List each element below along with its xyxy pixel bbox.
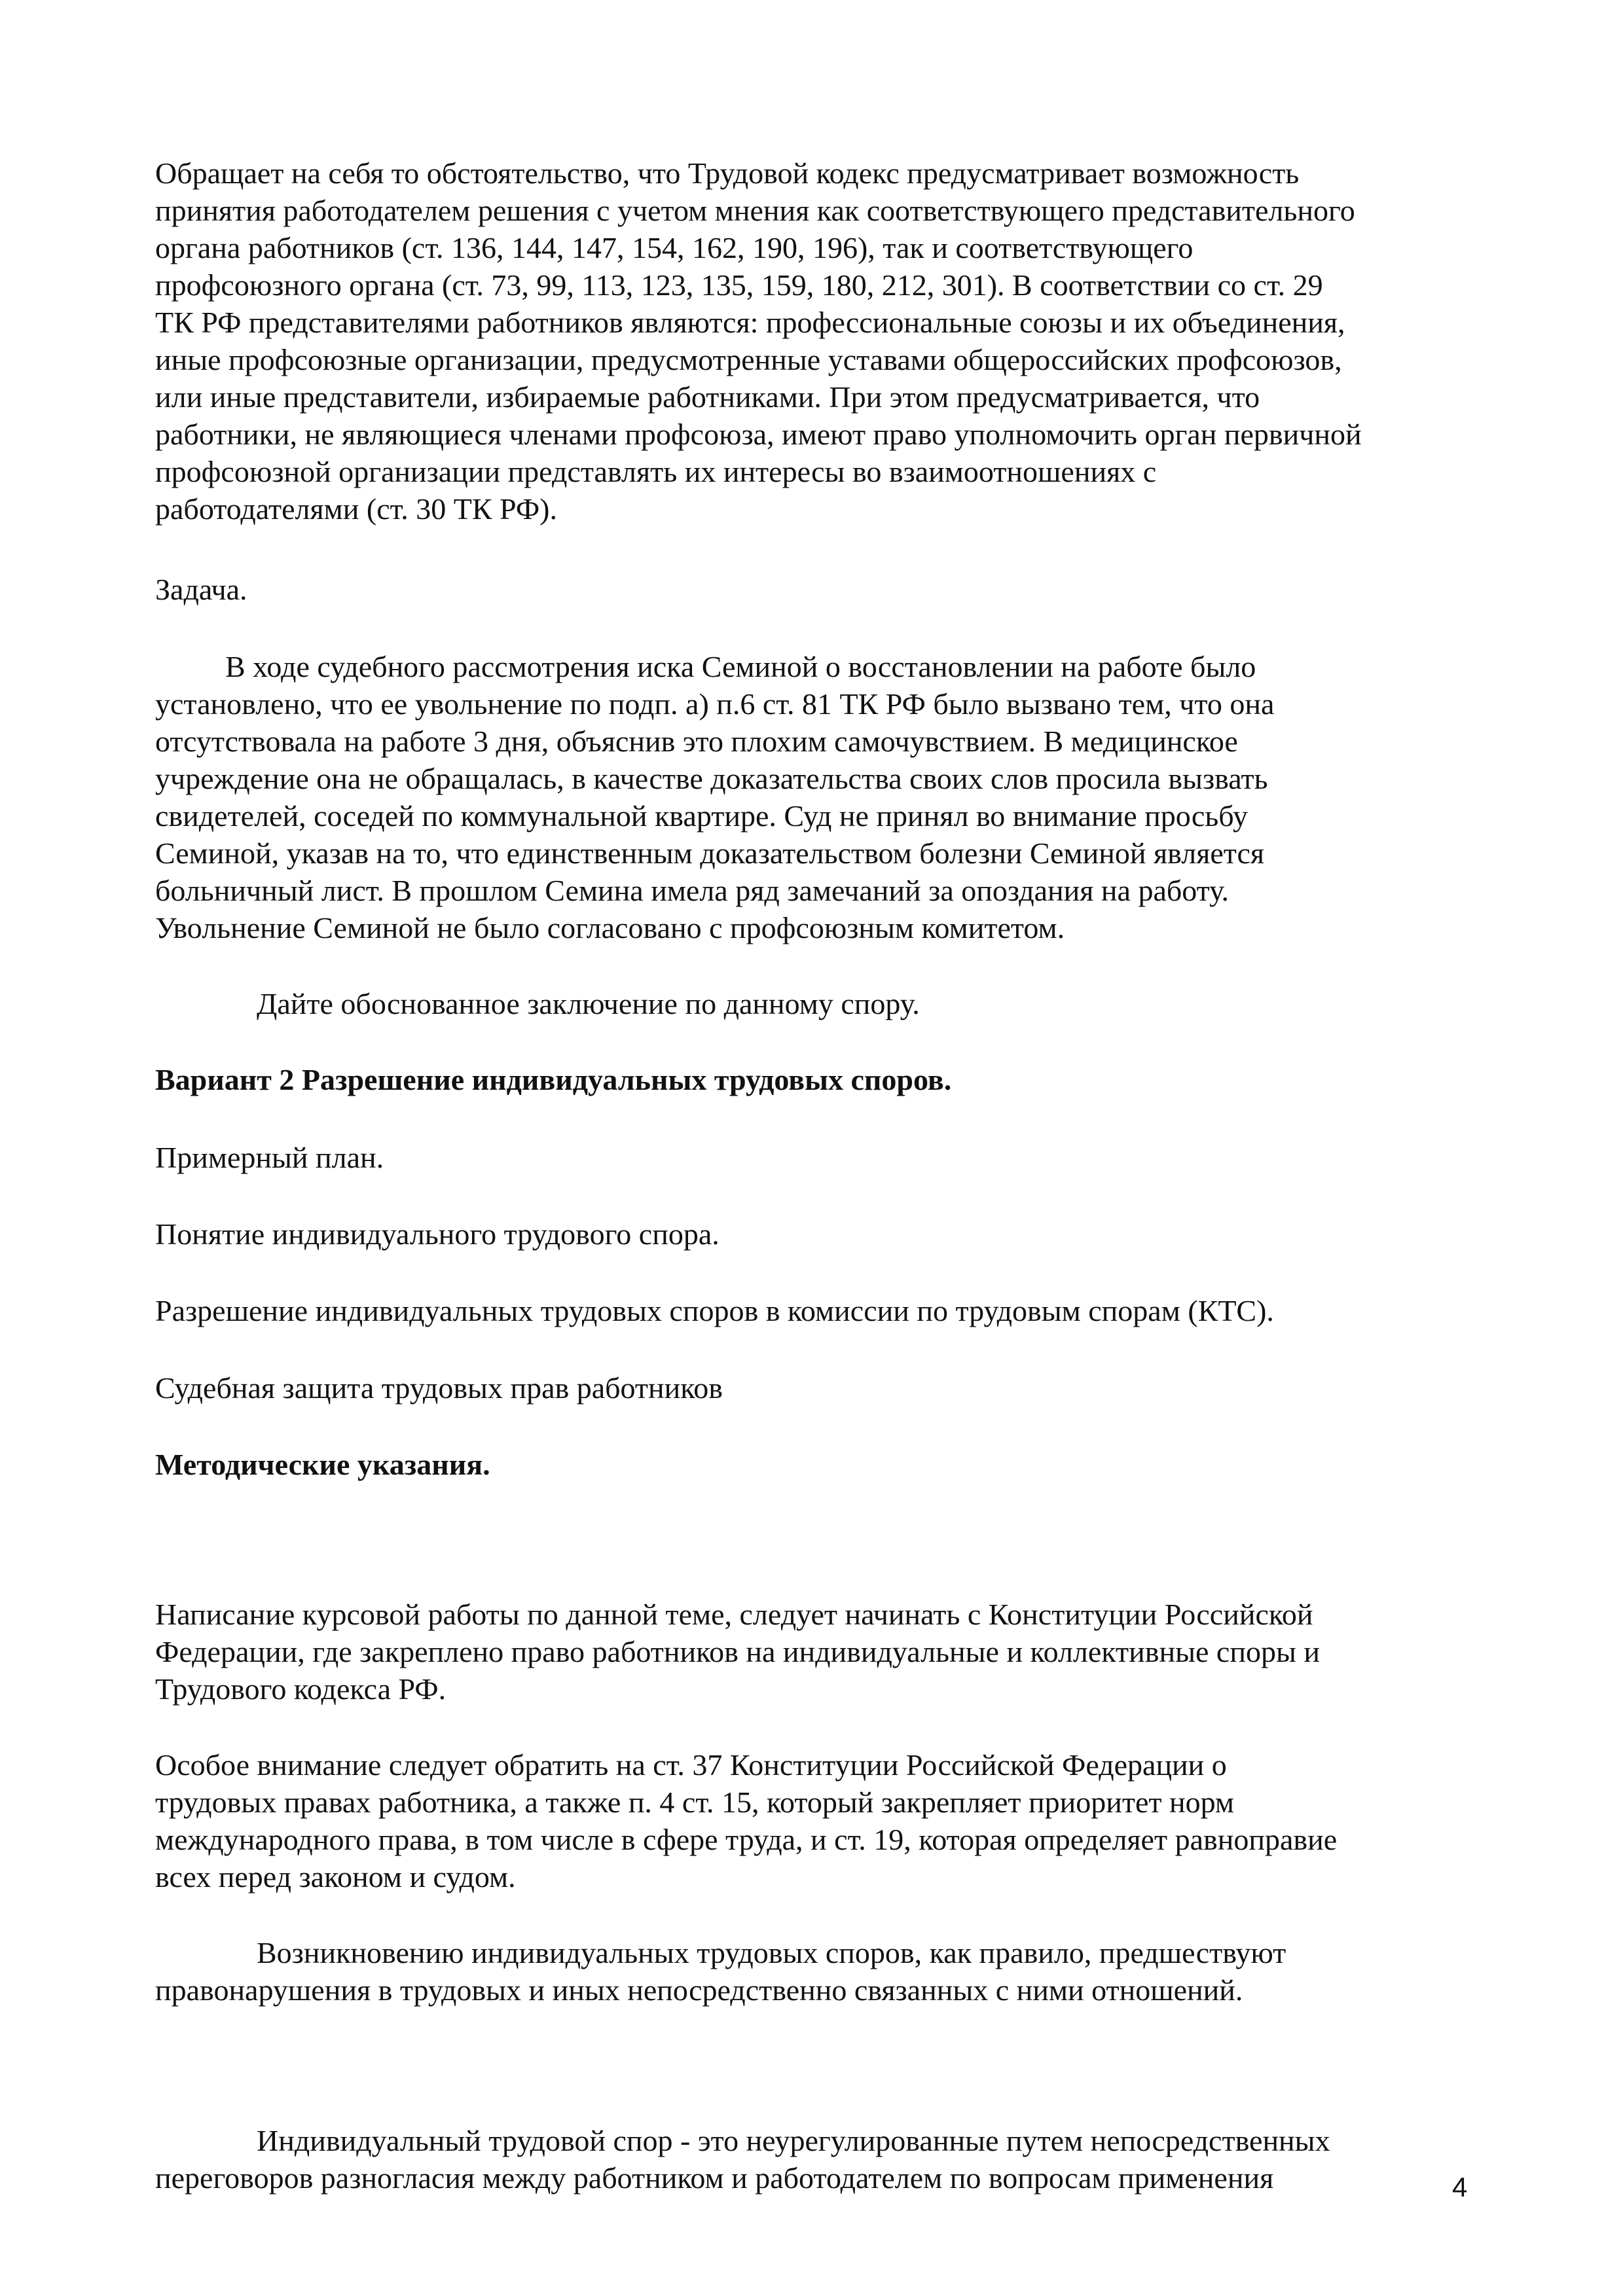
- methodical-heading: [155, 1446, 1484, 1483]
- text-line: Судебная защита трудовых прав работников: [155, 1371, 723, 1405]
- text-line: Разрешение индивидуальных трудовых споров в комиссии по трудовым спорам (КТС).: [155, 1294, 1274, 1327]
- text-line: Понятие индивидуального трудового спора.: [155, 1217, 720, 1251]
- section-heading-variant-2: [155, 1061, 1484, 1098]
- paragraph-article-37: [155, 1746, 1484, 1895]
- text-line: ТК РФ представителями работников являются: профессиональные союзы и их объединения,: [155, 306, 1345, 339]
- text-line: принятия работодателем решения с учетом мнения как соответствующего представительного: [155, 194, 1355, 227]
- text-line: органа работников (ст. 136, 144, 147, 154, 162, 190, 196), так и соответствующего: [155, 231, 1194, 264]
- plan-item: [155, 1215, 1484, 1253]
- text-line: Методические указания.: [155, 1448, 490, 1481]
- text-line: Увольнение Семиной не было согласовано с профсоюзным комитетом.: [155, 911, 1065, 944]
- task-heading: [155, 571, 1484, 608]
- text-line: Дайте обоснованное заключение по данному спору.: [257, 987, 920, 1020]
- text-line: или иные представители, избираемые работниками. При этом предусматривается, что: [155, 380, 1260, 414]
- plan-heading: [155, 1139, 1484, 1176]
- plan-item: [155, 1292, 1484, 1329]
- text-line: учреждение она не обращалась, в качестве доказательства своих слов просила вызвать: [155, 762, 1268, 795]
- paragraph-disputes-origin: [155, 1934, 1484, 2009]
- text-line: Задача.: [155, 573, 247, 606]
- text-line: правонарушения в трудовых и иных непосредственно связанных с ними отношений.: [155, 1973, 1243, 2007]
- text-line: Обращает на себя то обстоятельство, что Трудовой кодекс предусматривает возможность: [155, 156, 1300, 190]
- plan-item: [155, 1369, 1484, 1407]
- page-number: 4: [1452, 2172, 1468, 2202]
- paragraph-constitution: [155, 1596, 1484, 1708]
- text-line: Трудового кодекса РФ.: [155, 1672, 447, 1706]
- text-line: свидетелей, соседей по коммунальной квартире. Суд не принял во внимание просьбу: [155, 799, 1248, 833]
- text-line: иные профсоюзные организации, предусмотренные уставами общероссийских профсоюзов,: [155, 343, 1342, 376]
- text-line: Примерный план.: [155, 1141, 384, 1174]
- paragraph-task-question: [155, 985, 1484, 1022]
- text-line: международного права, в том числе в сфере труда, и ст. 19, которая определяет равноправие: [155, 1823, 1338, 1856]
- text-line: отсутствовала на работе 3 дня, объяснив это плохим самочувствием. В медицинское: [155, 725, 1238, 758]
- text-line: работники, не являющиеся членами профсоюза, имеют право уполномочить орган первичной: [155, 418, 1362, 451]
- text-line: переговоров разногласия между работником и работодателем по вопросам применения: [155, 2161, 1274, 2195]
- text-line: работодателями (ст. 30 ТК РФ).: [155, 492, 557, 526]
- text-line: Федерации, где закреплено право работников на индивидуальные и коллективные споры и: [155, 1635, 1320, 1668]
- text-line: Индивидуальный трудовой спор - это неурегулированные путем непосредственных: [257, 2124, 1330, 2157]
- text-line: трудовых правах работника, а также п. 4 ст. 15, который закрепляет приоритет норм: [155, 1785, 1235, 1819]
- text-line: всех перед законом и судом.: [155, 1860, 516, 1893]
- text-line: больничный лист. В прошлом Семина имела ряд замечаний за опоздания на работу.: [155, 874, 1230, 907]
- text-line: Возникновению индивидуальных трудовых споров, как правило, предшествуют: [257, 1936, 1286, 1969]
- text-line: Семиной, указав на то, что единственным доказательством болезни Семиной является: [155, 836, 1265, 870]
- text-line: установлено, что ее увольнение по подп. а) п.6 ст. 81 ТК РФ было вызвано тем, что она: [155, 687, 1275, 721]
- paragraph-definition: [155, 2122, 1484, 2197]
- text-line: Вариант 2 Разрешение индивидуальных трудовых споров.: [155, 1063, 952, 1096]
- text-line: Особое внимание следует обратить на ст. 37 Конституции Российской Федерации о: [155, 1748, 1227, 1782]
- text-line: профсоюзной организации представлять их интересы во взаимоотношениях с: [155, 455, 1157, 488]
- text-line: профсоюзного органа (ст. 73, 99, 113, 123, 135, 159, 180, 212, 301). В соответствии со ст. 29: [155, 268, 1323, 302]
- text-line: В ходе судебного рассмотрения иска Семиной о восстановлении на работе было: [225, 650, 1256, 683]
- text-line: Написание курсовой работы по данной теме, следует начинать с Конституции Российской: [155, 1598, 1313, 1631]
- paragraph-representatives: [155, 154, 1484, 528]
- paragraph-task-case: [155, 648, 1484, 946]
